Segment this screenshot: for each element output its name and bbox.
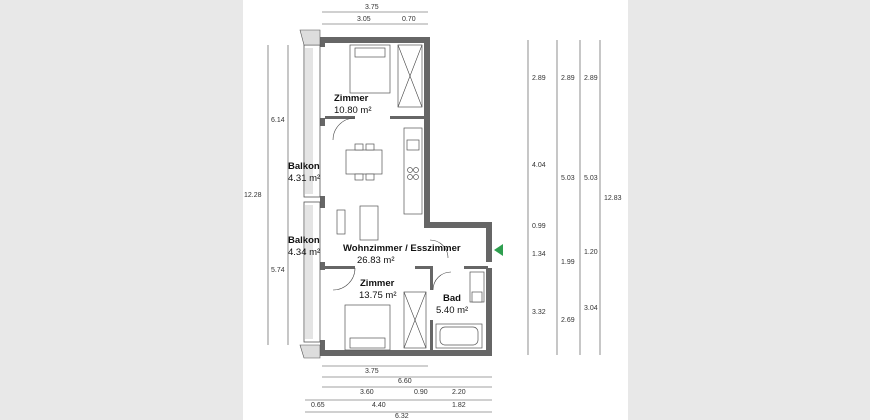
wall-left-1 — [320, 37, 325, 47]
stove-burner-2 — [414, 168, 419, 173]
wall-bottom — [320, 350, 492, 356]
dim-right-2-b: 5.03 — [561, 175, 575, 182]
dim-bottom-total: 6.32 — [395, 413, 409, 420]
wall-right-lower-a — [486, 222, 492, 262]
dim-bottom-e: 2.20 — [452, 389, 466, 396]
dim-top-a: 3.05 — [357, 16, 371, 23]
dimension-labels — [244, 4, 622, 420]
stove-burner-3 — [408, 175, 413, 180]
sofa — [360, 206, 378, 240]
dim-right-3-d: 3.04 — [584, 305, 598, 312]
room-name-wohnzimmer: Wohnzimmer / Esszimmer — [343, 243, 461, 254]
wall-right-upper — [424, 37, 430, 227]
dim-bottom-c: 3.60 — [360, 389, 374, 396]
dim-left-b: 5.74 — [271, 267, 285, 274]
dim-right-3-c: 1.20 — [584, 249, 598, 256]
dim-bottom-h: 1.82 — [452, 402, 466, 409]
dim-right-1-c: 0.99 — [532, 223, 546, 230]
room-name-bad: Bad — [443, 293, 461, 304]
balcony-2-railing — [306, 205, 312, 339]
room-area-zimmer1: 10.80 m² — [334, 105, 372, 116]
dim-bottom-d: 0.90 — [414, 389, 428, 396]
room-labels — [288, 93, 468, 316]
wall-int-5 — [430, 266, 433, 290]
wall-left-5 — [320, 340, 325, 356]
chair-3 — [355, 174, 363, 180]
wall-left-4 — [320, 262, 325, 270]
dim-left-a: 6.14 — [271, 117, 285, 124]
dim-right-1-d: 1.34 — [532, 251, 546, 258]
room-name-zimmer2: Zimmer — [360, 278, 395, 289]
room-area-zimmer2: 13.75 m² — [359, 290, 397, 301]
wall-int-2 — [390, 116, 424, 119]
dim-right-1-b: 4.04 — [532, 162, 546, 169]
dim-bottom-b: 6.60 — [398, 378, 412, 385]
dim-bottom-a: 3.75 — [365, 368, 379, 375]
entrance-arrow-icon — [494, 244, 503, 256]
dim-bottom-g: 4.40 — [372, 402, 386, 409]
wall-int-6 — [430, 320, 433, 352]
balcony-cap-bottom — [300, 345, 320, 358]
wall-right-lower-b — [486, 268, 492, 356]
room-area-bad: 5.40 m² — [436, 305, 469, 316]
dim-bottom-f: 0.65 — [311, 402, 325, 409]
room-name-zimmer1: Zimmer — [334, 93, 369, 104]
bed-pillows-zimmer2 — [350, 338, 385, 348]
dim-left-total: 12.28 — [244, 192, 262, 199]
wall-int-3 — [325, 266, 355, 269]
room-area-balkon2: 4.34 m² — [288, 247, 321, 258]
stove-burner-1 — [408, 168, 413, 173]
side-table — [337, 210, 345, 234]
door-swing-zimmer1 — [333, 118, 355, 140]
balconies — [300, 30, 320, 358]
stove-burner-4 — [414, 175, 419, 180]
chair-2 — [366, 144, 374, 150]
room-name-balkon1: Balkon — [288, 161, 320, 172]
wall-step — [424, 222, 492, 228]
kitchen-sink — [407, 140, 419, 150]
chair-1 — [355, 144, 363, 150]
dim-right-1-e: 3.32 — [532, 309, 546, 316]
wall-int-7 — [464, 266, 488, 269]
dim-top-b: 0.70 — [402, 16, 416, 23]
bathtub-inner — [440, 327, 478, 345]
room-name-balkon2: Balkon — [288, 235, 320, 246]
dim-right-2-d: 2.69 — [561, 317, 575, 324]
door-swing-bad — [433, 272, 451, 290]
dim-right-3-b: 5.03 — [584, 175, 598, 182]
dim-right-1-a: 2.89 — [532, 75, 546, 82]
door-swing-zimmer2 — [333, 268, 355, 290]
dim-right-2-c: 1.99 — [561, 259, 575, 266]
wall-top — [320, 37, 430, 43]
bed-pillows-zimmer1 — [355, 48, 385, 57]
room-area-balkon1: 4.31 m² — [288, 173, 321, 184]
chair-4 — [366, 174, 374, 180]
wall-left-2 — [320, 118, 325, 126]
sink-bad — [472, 292, 482, 302]
dining-table — [346, 150, 382, 174]
room-area-wohnzimmer: 26.83 m² — [357, 255, 395, 266]
balcony-cap-top — [300, 30, 320, 45]
wall-left-3 — [320, 196, 325, 208]
dim-top-total: 3.75 — [365, 4, 379, 11]
dim-right-3-a: 2.89 — [584, 75, 598, 82]
dim-right-2-a: 2.89 — [561, 75, 575, 82]
dim-right-total: 12.83 — [604, 195, 622, 202]
